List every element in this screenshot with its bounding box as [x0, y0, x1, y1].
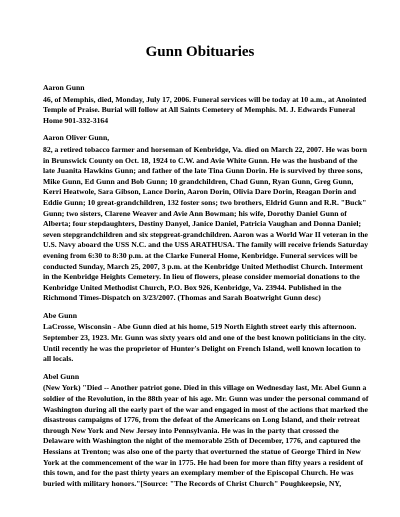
obituary-text: 82, a retired tobacco farmer and horseman of Kenbridge, Va. died on March 22, 2007. He was born in Brunswick County on Oct. 18, 1924 to C.W. and Avie White Gunn. He was the husband of the late Juanita Hawkins Gunn; and father of the late Tina Gunn Dorin. He is survived by three sons, Mike Gunn, Ed Gunn and Bob Gunn; 10 grandchildren, Chad Gunn, Ryan Gunn, Greg Gunn, Kerri Heatwole, Sara Gibson, Lance Dorin, Aaron Dorin, Olivia Dare Dorin, Reagan Dorin and Eddie Gunn; 10 great-grandchildren, 132 foster sons; two brothers, Eldrid Gunn and R.R. "Buck" Gunn; two sisters, Clarene Weaver and Avie Ann Bowman; his wife, Dorothy Daniel Gunn of Alberta; four stepdaughters, Destiny Danyel, Janice Daniel, Patricia Vaughan and Donna Daniel; seven stepgrandchildren and six stepgreat-grandchildren. Aaron was a World War II veteran in the U.S. Navy aboard the USS N.C. and the USS ARATHUSA. The family will receive friends Saturday evening from 6:30 to 8:30 p.m. at the Clarke Funeral Home, Kenbridge. Funeral services will be conducted Sunday, March 25, 2007, 3 p.m. at the Kenbridge United Methodist Church. Interment in the Kenbridge Heights Cemetery. In lieu of flowers, please consider memorial donations to the Kenbridge United Methodist Church, P.O. Box 926, Kenbridge, Va. 23944. Published in the Richmond Times-Dispatch on 3/23/2007. (Thomas and Sarah Boatwright Gunn desc) — [43, 144, 369, 303]
obituary-text: LaCrosse, Wisconsin - Abe Gunn died at his home, 519 North Eighth street early this afternoon. September 23, 1923. Mr. Gunn was sixty years old and one of the best known politicians in the city. Until recently he was the proprietor of Hunter's Delight on French Island, well known location to all locals. — [43, 322, 366, 364]
obituary-text: (New York) "Died -- Another patriot gone. Died in this village on Wednesday last, Mr. Abel Gunn a soldier of the Revolution, in the 88th year of his age. Mr. Gunn was under the personal command of Washington during all the early part of the war and engaged in most of the actions that marked the disastrous campaigns of 1776, from the defeat of the Americans on Long Island, and their retreat through New York and New Jersey into Pennsylvania. He was in the party that crossed the Delaware with Washington the night of the memorable 25th of December, 1776, and captured the Hessians at Trenton; was also one of the party that overturned the statue of George Third in New York at the commencement of the war in 1775. He had been for more than fifty years a resident of this town, and for the past thirty years an exemplary member of the Episcopal Church. He was buried with military honors."[Source: "The Records of Christ Church" Poughkeepsie, NY, — [43, 383, 369, 488]
obituary-name: Aaron Gunn — [43, 83, 85, 92]
obituary-entry — [43, 311, 369, 365]
obituary-name: Aaron Oliver Gunn, — [43, 133, 110, 143]
obituary-list — [43, 83, 369, 496]
obituary-text: 46, of Memphis, died, Monday, July 17, 2006. Funeral services will be today at 10 a.m., at Anointed Temple of Praise. Burial will follow at All Saints Cemetery of Memphis. M. J. Edwards Funeral Home 901-332-3164 — [43, 94, 367, 125]
obituary-name: Abe Gunn — [43, 310, 77, 320]
obituary-entry — [43, 133, 369, 304]
page-title: Gunn Obituaries — [145, 44, 255, 60]
obituary-entry — [43, 83, 369, 126]
obituary-entry — [43, 372, 369, 490]
obituary-name: Abel Gunn — [43, 371, 80, 381]
